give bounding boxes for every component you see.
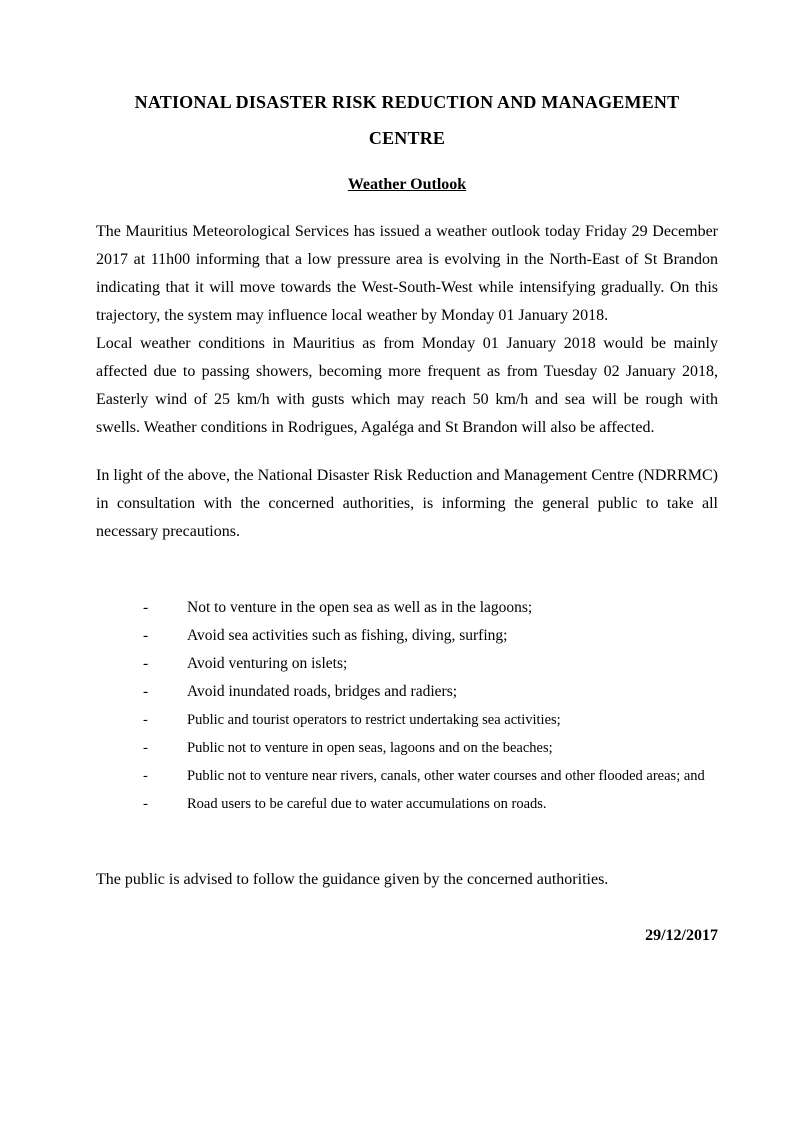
list-item (96, 706, 718, 734)
list-item-text: Avoid venturing on islets; (187, 655, 348, 672)
list-dash-marker: - (143, 655, 149, 672)
list-dash-marker: - (143, 599, 149, 616)
list-dash-marker: - (143, 796, 148, 812)
list-item-text: Avoid sea activities such as fishing, diving, surfing; (187, 627, 508, 644)
paragraph-closing-advice: The public is advised to follow the guidance given by the concerned authorities. (96, 871, 609, 888)
list-item (96, 594, 718, 622)
list-item (96, 678, 718, 706)
list-dash-marker: - (143, 683, 149, 700)
document-title-line1: NATIONAL DISASTER RISK REDUCTION AND MANAGEMENT (134, 92, 680, 112)
list-item (96, 734, 718, 762)
list-item-text: Public not to venture in open seas, lagoons and on the beaches; (187, 740, 553, 756)
list-item-text: Avoid inundated roads, bridges and radiers; (187, 683, 458, 700)
paragraph-ndrrmc-advisory: In light of the above, the National Disaster Risk Reduction and Management Centre (NDRRMC) in consultation with the concerned authorities, is informing the general public to take all necessary precautions. (96, 467, 718, 540)
list-dash-marker: - (143, 712, 148, 728)
list-item (96, 790, 718, 818)
list-item (96, 622, 718, 650)
list-dash-marker: - (143, 627, 149, 644)
document-title-line2: CENTRE (368, 128, 446, 148)
list-item-text: Public not to venture near rivers, canals, other water courses and other flooded areas; and (187, 768, 705, 784)
list-dash-marker: - (143, 740, 148, 756)
paragraph-weather-outlook-issue: The Mauritius Meteorological Services has issued a weather outlook today Friday 29 December 2017 at 11h00 informing that a low pressure area is evolving in the North-East of St Brandon indicating that it will move towards the West-South-West while intensifying gradually. On this trajectory, the system may influence local weather by Monday 01 January 2018. (96, 223, 718, 324)
document-subtitle-text: Weather Outlook (347, 176, 467, 193)
list-item-text: Public and tourist operators to restrict undertaking sea activities; (187, 712, 561, 728)
document-subtitle (96, 176, 718, 194)
document-date: 29/12/2017 (645, 927, 718, 944)
list-item-text: Not to venture in the open sea as well as in the lagoons; (187, 599, 533, 616)
document-title (96, 84, 718, 156)
list-item-text: Road users to be careful due to water accumulations on roads. (187, 796, 547, 812)
list-dash-marker: - (143, 768, 148, 784)
precaution-list (96, 594, 718, 818)
list-item (96, 650, 718, 678)
paragraph-local-conditions: Local weather conditions in Mauritius as from Monday 01 January 2018 would be mainly affected due to passing showers, becoming more frequent as from Tuesday 02 January 2018, Easterly wind of 25 km/h with gusts which may reach 50 km/h and sea will be rough with swells. Weather conditions in Rodrigues, Agaléga and St Brandon will also be affected. (96, 335, 718, 436)
list-item (96, 762, 718, 790)
